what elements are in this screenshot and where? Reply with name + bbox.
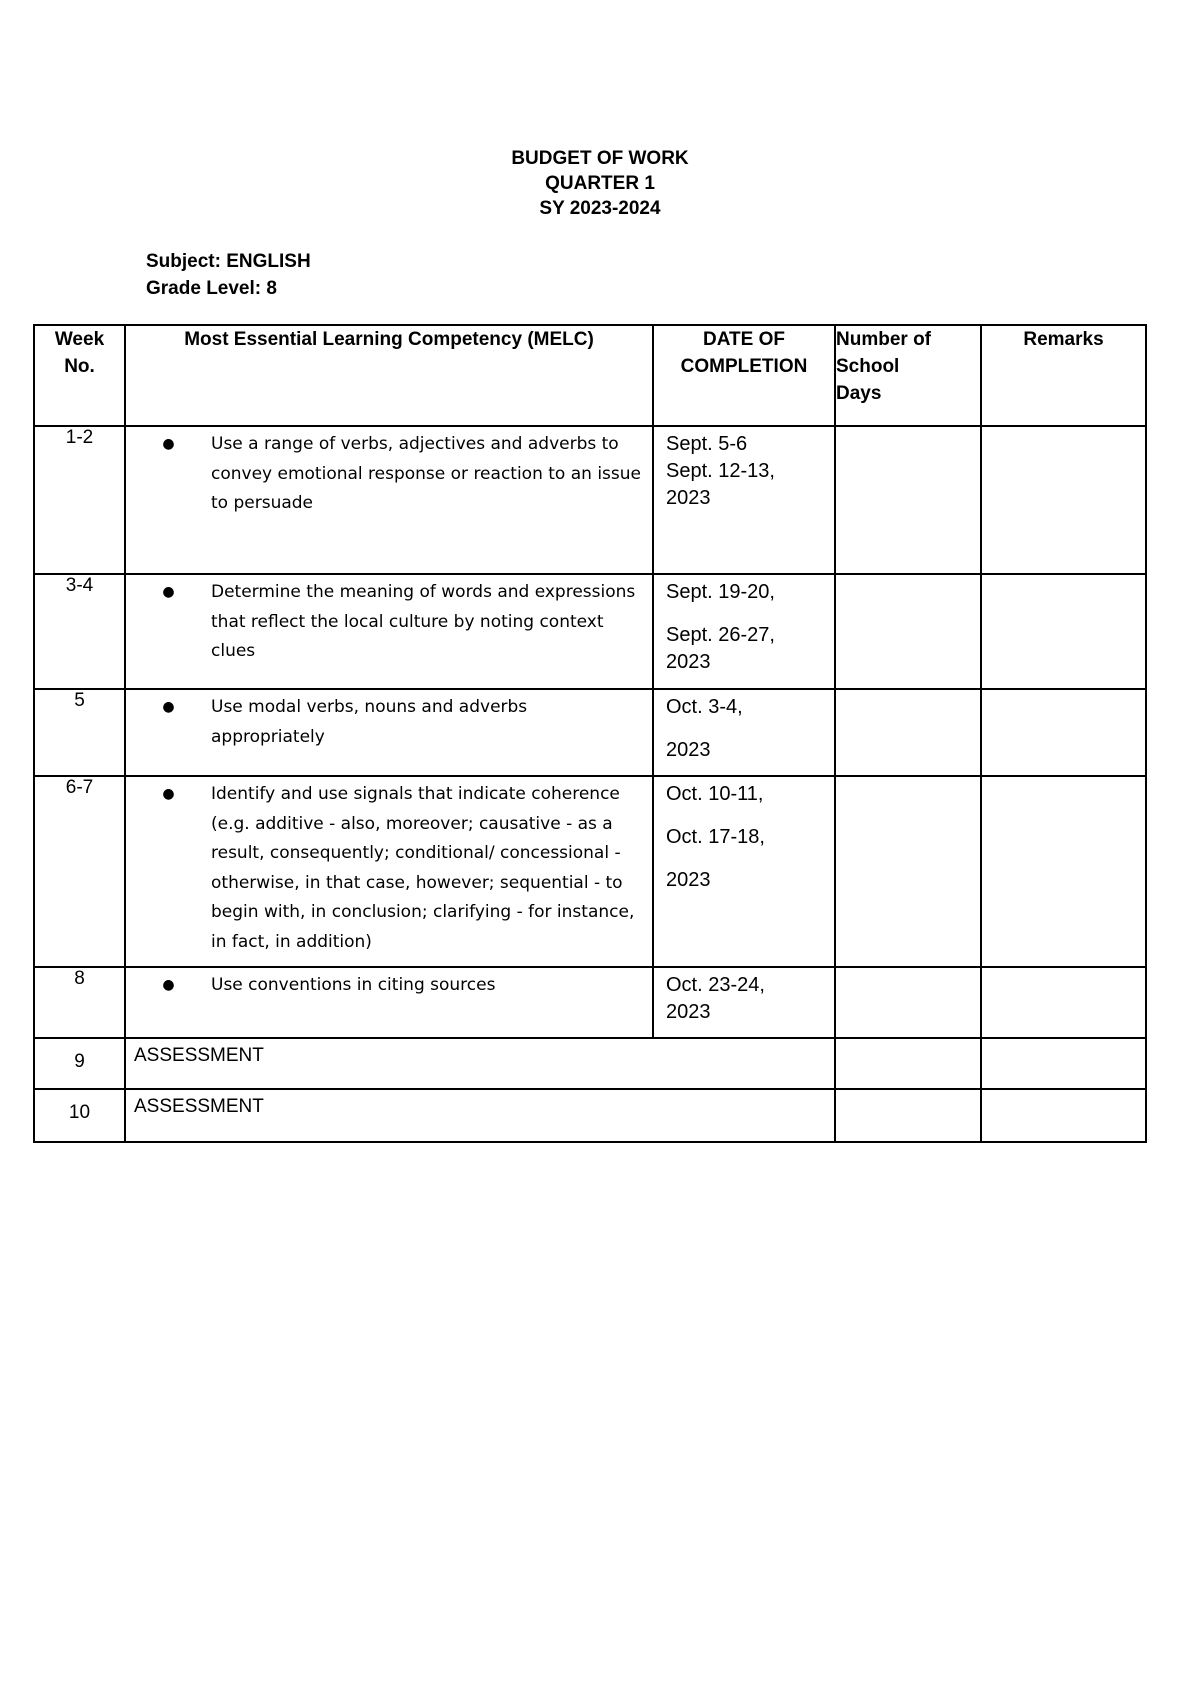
remarks-cell [981,967,1146,1038]
date-line: Sept. 5-6 [666,433,748,455]
remarks-cell [981,574,1146,689]
assessment-cell [125,1089,835,1142]
melc-cell [125,776,653,967]
header-melc: Most Essential Learning Competency (MELC) [125,325,653,426]
week-cell: 8 [34,967,125,1038]
bullet-icon: ● [162,977,175,993]
melc-text: Identify and use signals that indicate coherence (e.g. additive - also, moreover; causative - as a result, consequently; conditional/ concessional - otherwise, in that case, however; sequential - to begin with, in conclusion; clarifying - for instance, in fact, in addition) [211,784,635,952]
quarter-label: QUARTER 1 [545,173,655,194]
table-row [34,689,1146,776]
school-year-label: SY 2023-2024 [539,198,661,219]
document-title: BUDGET OF WORK [511,148,689,169]
week-cell: 10 [34,1089,125,1142]
table-row [34,1038,1146,1089]
school-days-cell [835,574,981,689]
date-cell [653,776,835,967]
header-remarks: Remarks [981,325,1146,426]
school-days-cell [835,967,981,1038]
table-row [34,574,1146,689]
melc-text: Use conventions in citing sources [211,975,496,995]
header-week-no [34,325,125,426]
budget-of-work-table [33,324,1147,1143]
melc-cell [125,967,653,1038]
date-line: Sept. 12-13, [666,460,775,482]
remarks-cell [981,1089,1146,1142]
remarks-cell [981,1038,1146,1089]
date-line: Oct. 23-24, [666,974,765,996]
remarks-cell [981,426,1146,574]
date-line: 2023 [666,651,711,673]
date-cell [653,689,835,776]
assessment-cell [125,1038,835,1089]
header-week-line1: Week [54,329,105,350]
date-line: Sept. 26-27, [666,624,775,646]
subject-label: Subject: ENGLISH [146,251,311,272]
remarks-cell [981,689,1146,776]
header-days-line3: Days [836,383,882,404]
melc-text: Use modal verbs, nouns and adverbs appropriately [211,697,528,747]
melc-cell [125,426,653,574]
header-days-line2: School [836,356,900,377]
week-cell: 9 [34,1038,125,1089]
assessment-label: ASSESSMENT [134,1096,264,1117]
week-cell: 6-7 [34,776,125,967]
week-cell: 5 [34,689,125,776]
table-row [34,1089,1146,1142]
header-date-line2: COMPLETION [680,356,808,377]
date-line: Oct. 17-18, [666,826,765,848]
header-date-of-completion [653,325,835,426]
date-cell [653,967,835,1038]
grade-level-label: Grade Level: 8 [146,278,277,299]
bullet-icon: ● [162,584,175,600]
school-days-cell [835,1038,981,1089]
week-cell: 3-4 [34,574,125,689]
table-row [34,426,1146,574]
header-date-line1: DATE OF [703,329,785,350]
table-header-row [34,325,1146,426]
date-cell [653,574,835,689]
date-line: 2023 [666,1001,711,1023]
assessment-label: ASSESSMENT [134,1045,264,1066]
table-row [34,776,1146,967]
melc-cell [125,689,653,776]
document-meta [146,248,311,302]
melc-text: Determine the meaning of words and expressions that reflect the local culture by noting context clues [211,582,636,661]
bullet-icon: ● [162,436,175,452]
school-days-cell [835,776,981,967]
date-line: 2023 [666,869,711,891]
document-header [0,146,1200,221]
melc-cell [125,574,653,689]
header-number-of-school-days [835,325,981,426]
header-week-line2: No. [64,356,95,377]
date-cell [653,426,835,574]
date-line: Sept. 19-20, [666,581,775,603]
table-row [34,967,1146,1038]
remarks-cell [981,776,1146,967]
melc-text: Use a range of verbs, adjectives and adverbs to convey emotional response or reaction to an issue to persuade [211,434,641,513]
date-line: Oct. 3-4, [666,696,743,718]
bullet-icon: ● [162,786,175,802]
school-days-cell [835,1089,981,1142]
week-cell: 1-2 [34,426,125,574]
school-days-cell [835,689,981,776]
header-days-line1: Number of [836,329,931,350]
date-line: 2023 [666,739,711,761]
bullet-icon: ● [162,699,175,715]
date-line: 2023 [666,487,711,509]
school-days-cell [835,426,981,574]
date-line: Oct. 10-11, [666,783,764,805]
